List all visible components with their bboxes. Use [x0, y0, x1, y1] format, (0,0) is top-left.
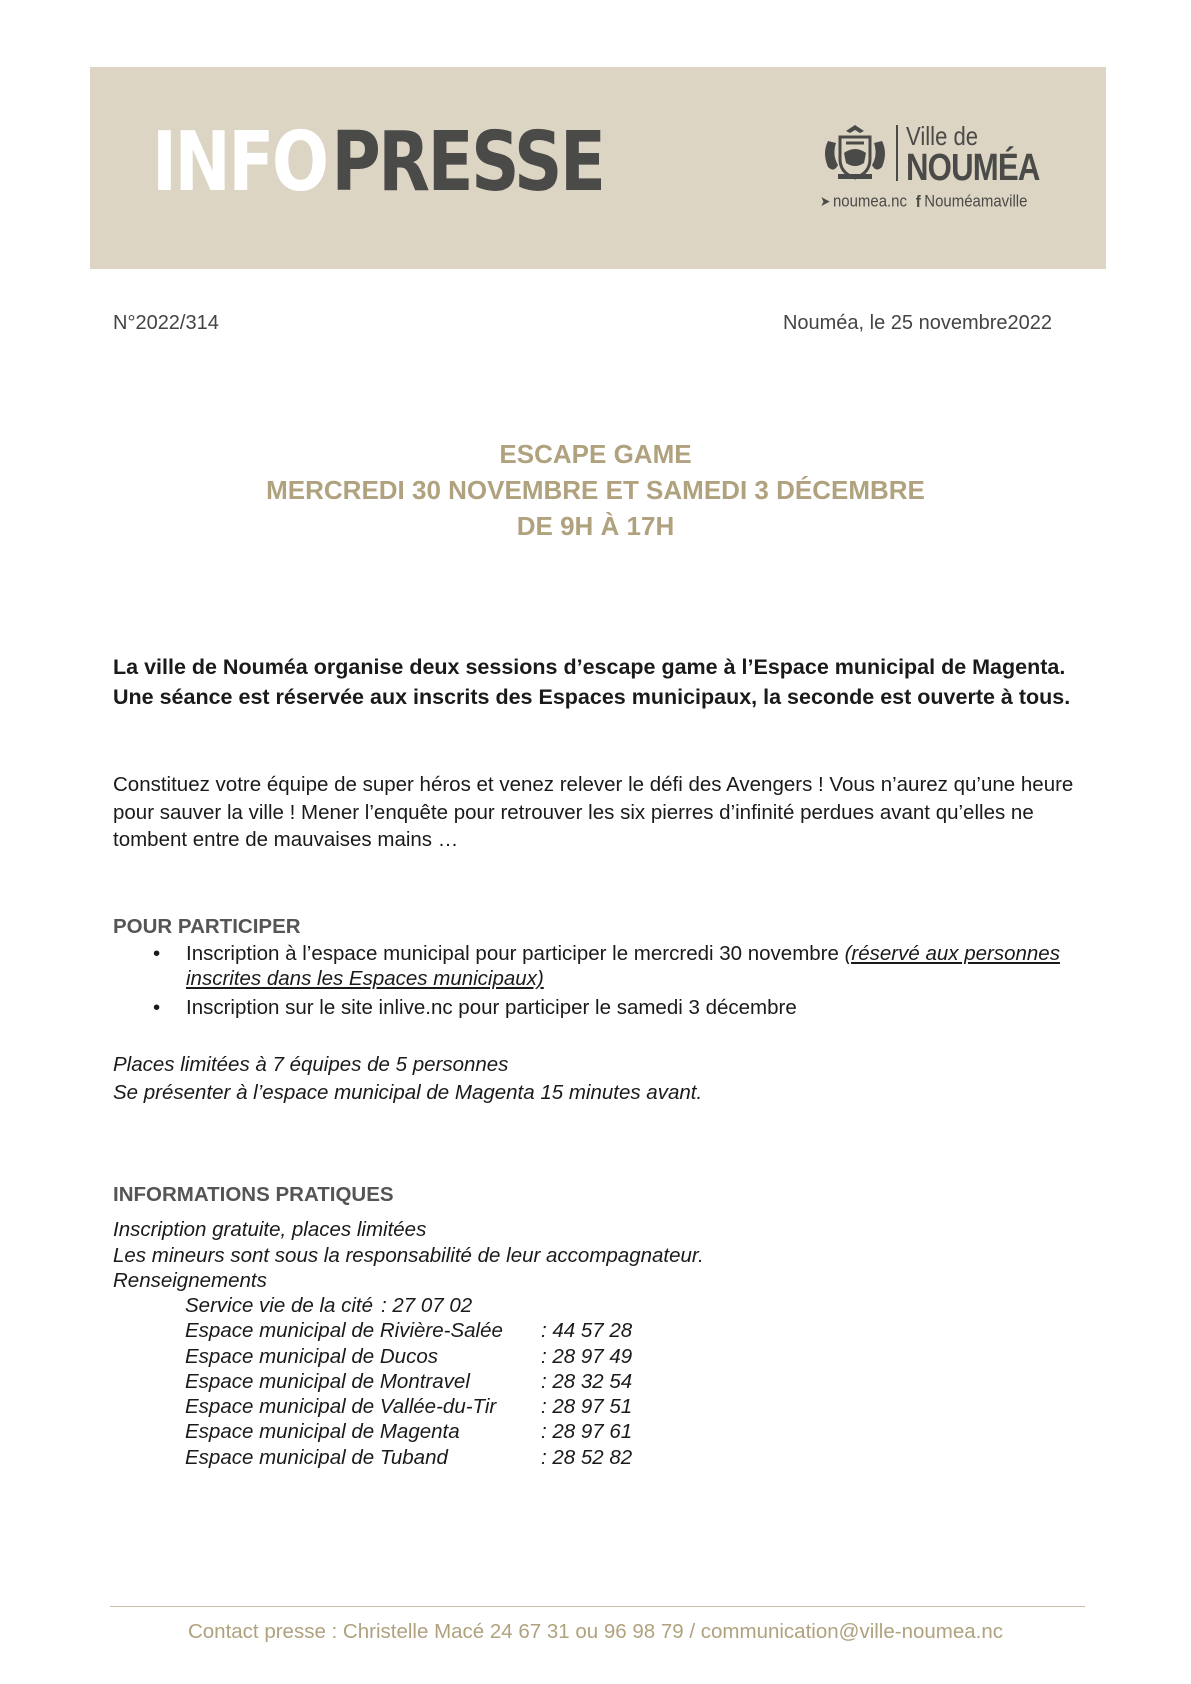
info-line-1: Inscription gratuite, places limitées: [113, 1218, 427, 1241]
note-places: Places limitées à 7 équipes de 5 personnes: [113, 1053, 509, 1076]
contact-row: [185, 1344, 632, 1369]
contact-name: Espace municipal de Rivière-Salée: [185, 1319, 503, 1343]
contact-phone: : 28 97 49: [541, 1344, 633, 1368]
contact-phone: : 28 52 82: [541, 1445, 633, 1469]
contact-name: Espace municipal de Montravel: [185, 1369, 470, 1393]
brand-info: INFO: [152, 115, 327, 210]
website-link[interactable]: noumea.nc: [832, 191, 907, 211]
contact-name: Espace municipal de Vallée-du-Tir: [185, 1395, 497, 1419]
list-item: [113, 941, 1073, 991]
lead-paragraph: La ville de Nouméa organise deux sessions d’escape game à l’Espace municipal de Magenta. Une séance est réservée aux inscrits des Espaces municipaux, la seconde est ouverte à tous.: [113, 655, 1071, 709]
press-release-date: Nouméa, le 25 novembre2022: [782, 312, 1052, 334]
logo-divider: [896, 125, 898, 181]
info-lines: [113, 1217, 704, 1294]
list-item-note: (réservé aux personnes inscrites dans les Espaces municipaux): [186, 942, 1060, 990]
info-line-3: Renseignements: [113, 1269, 267, 1292]
contact-name: Service vie de la cité: [185, 1294, 374, 1317]
contact-row: [185, 1394, 632, 1419]
info-presse-wordmark: [152, 115, 604, 210]
contact-name: Espace municipal de Magenta: [185, 1420, 460, 1444]
participate-list: [113, 941, 1073, 1024]
participate-heading: POUR PARTICIPER: [113, 915, 301, 938]
header-banner: [90, 67, 1106, 269]
event-title: [0, 436, 1191, 544]
list-item-text: Inscription sur le site inlive.nc pour participer le samedi 3 décembre: [186, 996, 797, 1019]
logo-noumea: NOUMÉA: [906, 147, 1040, 189]
cursor-arrow-icon: ➤: [820, 193, 831, 210]
info-line-2: Les mineurs sont sous la responsabilité de leur accompagnateur.: [113, 1243, 704, 1267]
city-crest-icon: [820, 123, 890, 181]
press-contact-footer: Contact presse : Christelle Macé 24 67 31 ou 96 98 79 / communication@ville-noumea.nc: [187, 1620, 1004, 1643]
contact-phone: : 28 97 61: [541, 1420, 633, 1444]
title-line-2: MERCREDI 30 NOVEMBRE ET SAMEDI 3 DÉCEMBRE: [266, 475, 925, 505]
list-item: [113, 995, 1073, 1020]
contact-row: [185, 1369, 632, 1394]
title-line-1: ESCAPE GAME: [499, 439, 692, 469]
contact-phone: : 44 57 28: [541, 1319, 633, 1343]
facebook-icon: f: [915, 191, 921, 211]
contact-name: Espace municipal de Ducos: [185, 1344, 438, 1368]
facebook-link[interactable]: Nouméamaville: [924, 191, 1028, 211]
contact-row: [185, 1445, 632, 1470]
contact-phone: : 28 97 51: [541, 1395, 633, 1419]
info-heading: INFORMATIONS PRATIQUES: [113, 1183, 394, 1206]
contact-phone: : 28 32 54: [541, 1369, 633, 1393]
contact-list: [185, 1293, 632, 1470]
footer-divider: [110, 1606, 1085, 1607]
ville-de-noumea-logo: [820, 119, 1070, 209]
note-arrival: Se présenter à l’espace municipal de Magenta 15 minutes avant.: [113, 1080, 703, 1104]
press-release-number: N°2022/314: [113, 312, 219, 334]
list-item-text: Inscription à l’espace municipal pour participer le mercredi 30 novembre: [186, 942, 845, 965]
contact-row: [185, 1419, 632, 1444]
contact-row: [185, 1293, 632, 1318]
contact-name: Espace municipal de Tuband: [185, 1445, 448, 1469]
logo-ville-de: Ville de: [906, 121, 979, 151]
brand-presse: PRESSE: [331, 115, 604, 210]
body-paragraph: Constituez votre équipe de super héros et venez relever le défi des Avengers ! Vous n’aurez qu’une heure pour sauver la ville ! Mener l’enquête pour retrouver les six pierres d’infinité perdues avant qu’elles ne tombent entre de mauvaises mains …: [113, 773, 1074, 851]
participate-notes: [113, 1051, 702, 1106]
contact-phone: : 27 07 02: [381, 1294, 473, 1317]
contact-row: [185, 1318, 632, 1343]
title-line-3: DE 9H À 17H: [516, 511, 675, 541]
logo-links: [820, 191, 1027, 212]
